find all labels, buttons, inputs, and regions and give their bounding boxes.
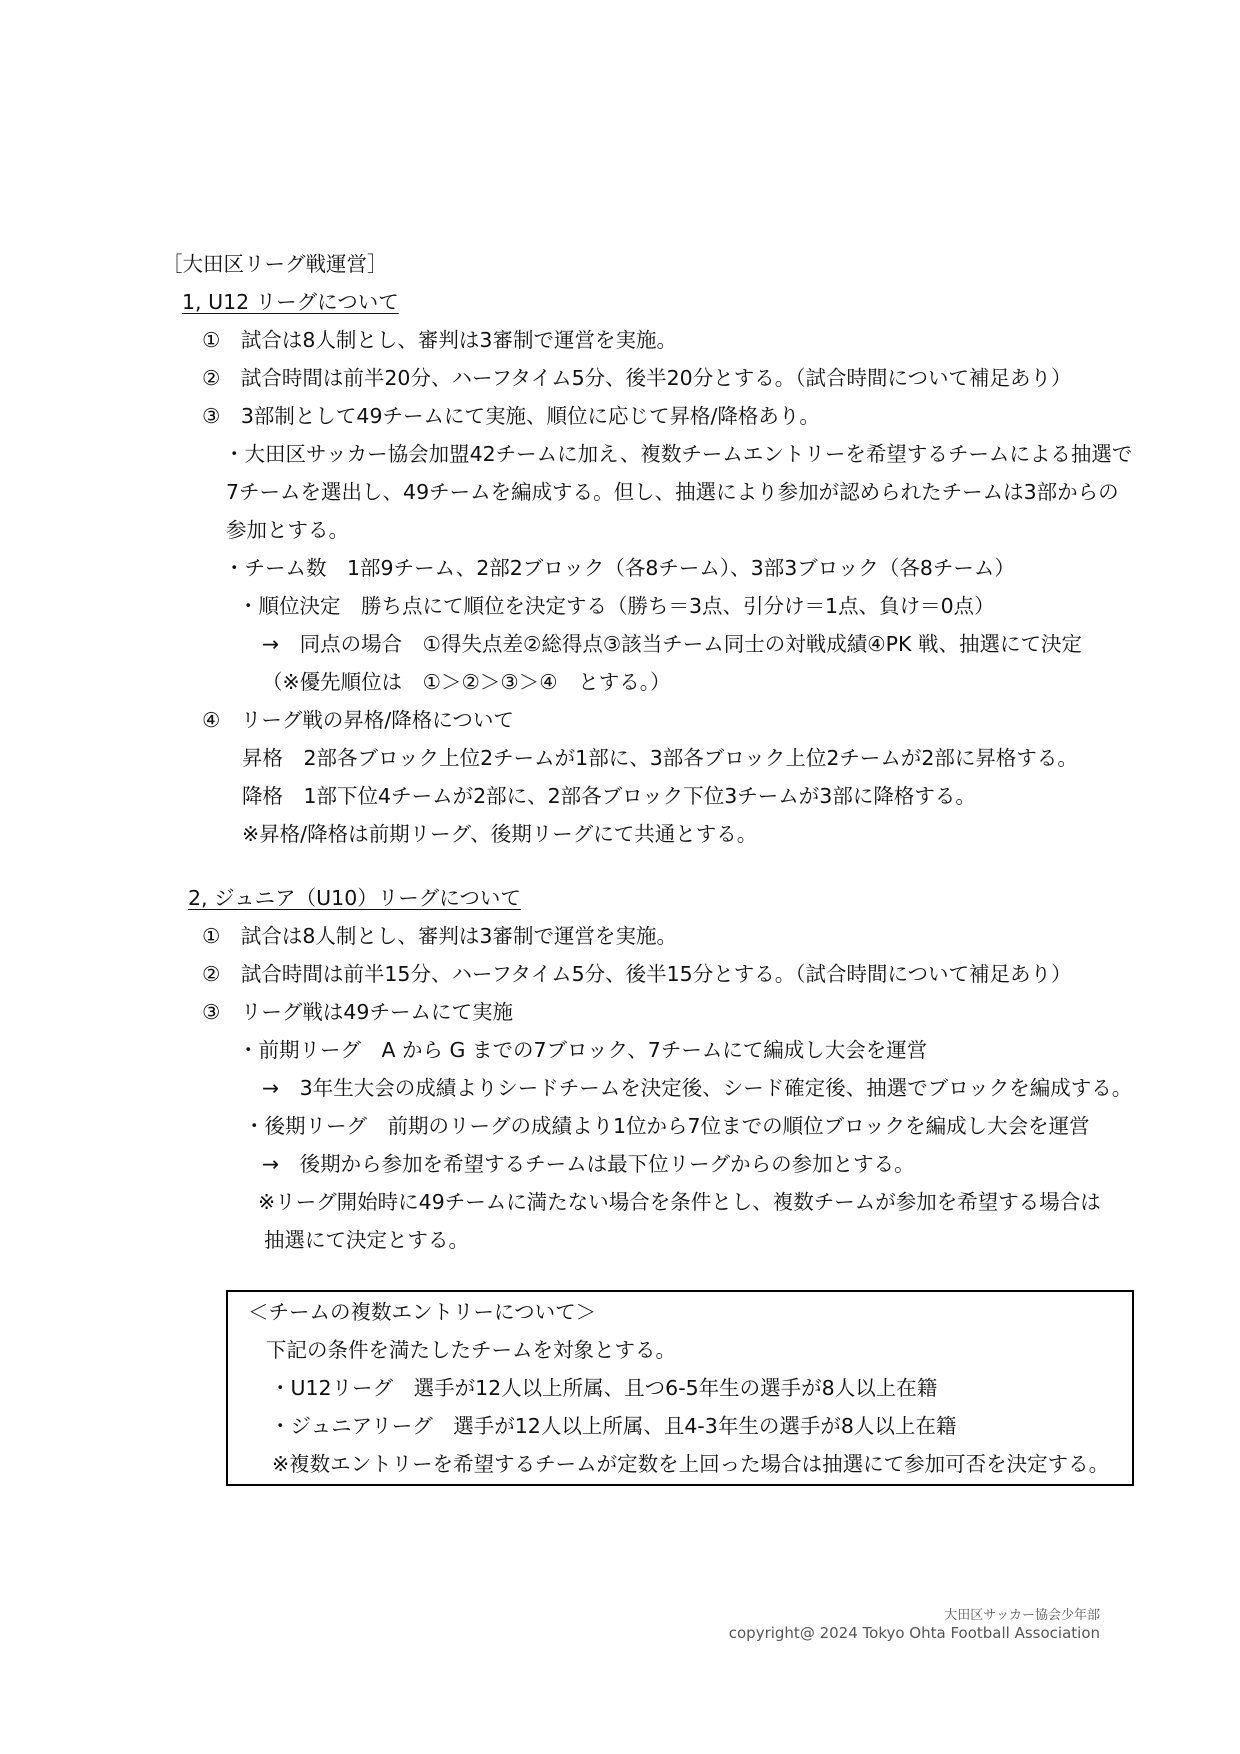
u12-note-line-2: 7チームを選出し、49チームを編成する。但し、抽選により参加が認められたチームは3部からの — [226, 480, 1119, 504]
junior-notice-line-1: ※リーグ開始時に49チームに満たない場合を条件とし、複数チームが参加を希望する場合は — [258, 1190, 1101, 1214]
document-heading: ［大田区リーグ戦運営］ — [162, 252, 388, 276]
u12-item-3: ③ 3部制として49チームにて実施、順位に応じて昇格/降格あり。 — [202, 404, 820, 428]
u12-item-4: ④ リーグ戦の昇格/降格について — [202, 708, 514, 732]
junior-first-half: ・前期リーグ A から G までの7ブロック、7チームにて編成し大会を運営 — [238, 1038, 928, 1062]
junior-item-1: ① 試合は8人制とし、審判は3審制で運営を実施。 — [202, 924, 677, 948]
junior-first-half-note: → 3年生大会の成績よりシードチームを決定後、シード確定後、抽選でブロックを編成する。 — [262, 1076, 1133, 1100]
u12-note-line-1: ・大田区サッカー協会加盟42チームに加え、複数チームエントリーを希望するチームによる抽選で — [224, 442, 1133, 466]
junior-second-half-note: → 後期から参加を希望するチームは最下位リーグからの参加とする。 — [262, 1152, 915, 1176]
u12-ranking: ・順位決定 勝ち点にて順位を決定する（勝ち＝3点、引分け＝1点、負け＝0点） — [238, 594, 995, 618]
u12-note-line-3: 参加とする。 — [226, 518, 349, 542]
multi-entry-intro: 下記の条件を満たしたチームを対象とする。 — [266, 1338, 676, 1362]
multi-entry-lottery-note: ※複数エントリーを希望するチームが定数を上回った場合は抽選にて参加可否を決定する。 — [272, 1452, 1110, 1476]
multi-entry-junior-condition: ・ジュニアリーグ 選手が12人以上所属、且4-3年生の選手が8人以上在籍 — [270, 1414, 957, 1438]
u12-item-1: ① 試合は8人制とし、審判は3審制で運営を実施。 — [202, 328, 677, 352]
footer-copyright: copyright@ 2024 Tokyo Ohta Football Association — [728, 1624, 1100, 1642]
junior-item-3: ③ リーグ戦は49チームにて実施 — [202, 1000, 513, 1024]
junior-second-half: ・後期リーグ 前期のリーグの成績より1位から7位までの順位ブロックを編成し大会を運営 — [244, 1114, 1090, 1138]
multi-entry-title: ＜チームの複数エントリーについて＞ — [248, 1300, 597, 1324]
junior-item-2: ② 試合時間は前半15分、ハーフタイム5分、後半15分とする。（試合時間について補足あり） — [202, 962, 1072, 986]
multi-entry-box — [226, 1290, 1134, 1486]
multi-entry-u12-condition: ・U12リーグ 選手が12人以上所属、且つ6-5年生の選手が8人以上在籍 — [270, 1376, 938, 1400]
u12-tie-break: → 同点の場合 ①得失点差②総得点③該当チーム同士の対戦成績④PK 戦、抽選にて決定 — [262, 632, 1083, 656]
u12-priority: （※優先順位は ①＞②＞③＞④ とする。） — [262, 670, 671, 694]
section-junior-title: 2, ジュニア（U10）リーグについて — [188, 886, 521, 910]
u12-item-2: ② 試合時間は前半20分、ハーフタイム5分、後半20分とする。（試合時間について補足あり） — [202, 366, 1072, 390]
junior-notice-line-2: 抽選にて決定とする。 — [264, 1228, 469, 1252]
footer-org: 大田区サッカー協会少年部 — [944, 1608, 1100, 1623]
u12-relegation: 降格 1部下位4チームが2部に、2部各ブロック下位3チームが3部に降格する。 — [242, 784, 976, 808]
u12-team-count: ・チーム数 1部9チーム、2部2ブロック（各8チーム）、3部3ブロック（各8チーム） — [224, 556, 1015, 580]
u12-common-note: ※昇格/降格は前期リーグ、後期リーグにて共通とする。 — [242, 822, 758, 846]
section-u12-title: 1, U12 リーグについて — [182, 290, 399, 314]
u12-promotion: 昇格 2部各ブロック上位2チームが1部に、3部各ブロック上位2チームが2部に昇格する。 — [242, 746, 1078, 770]
